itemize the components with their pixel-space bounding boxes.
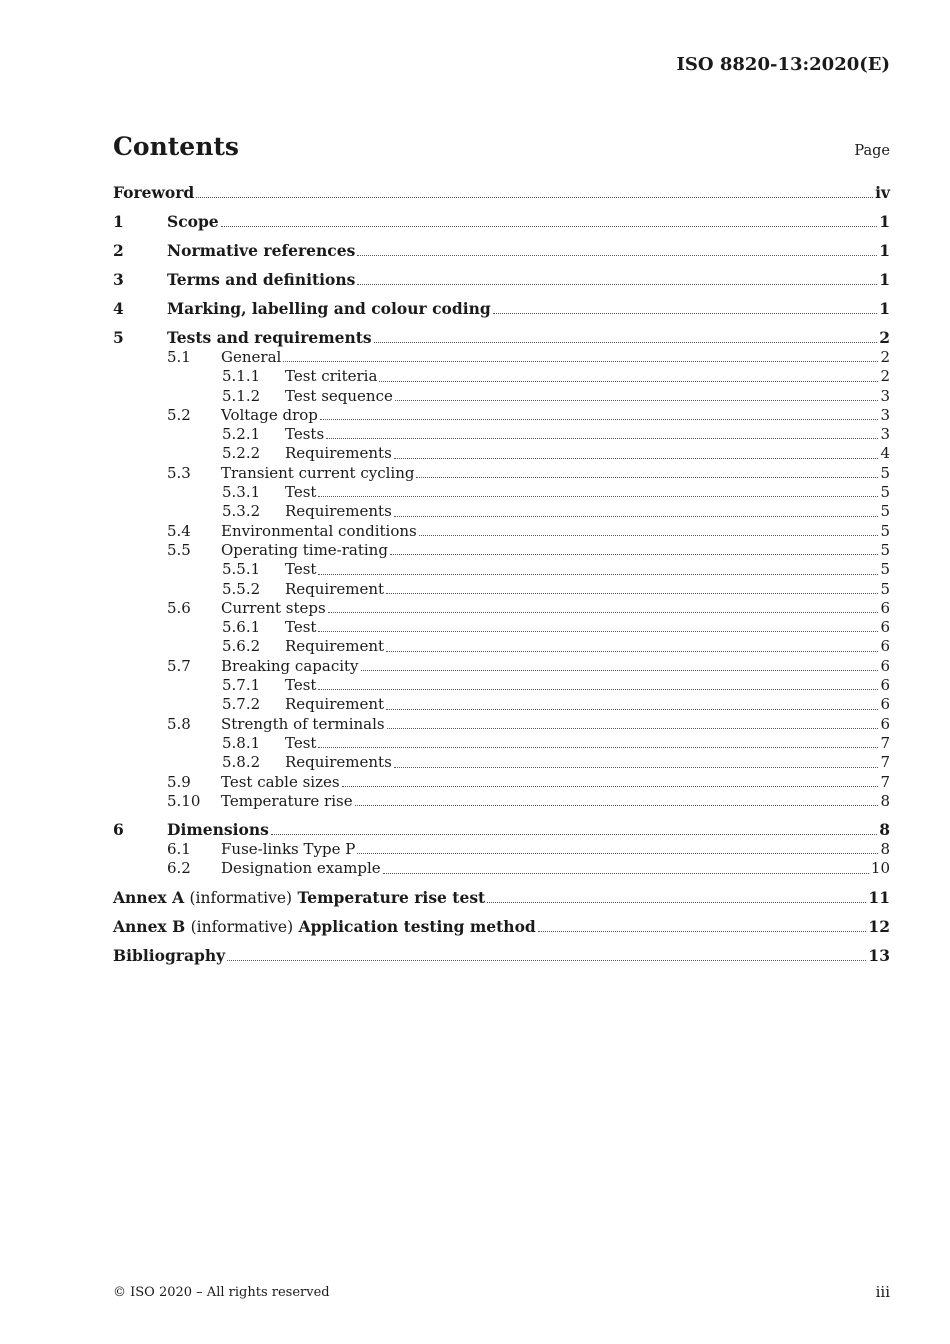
toc-entry-page: 5 xyxy=(880,540,890,559)
toc-entry[interactable] xyxy=(113,820,890,840)
dot-leader xyxy=(227,960,866,961)
toc-entry[interactable] xyxy=(113,464,890,483)
toc-entry[interactable] xyxy=(113,425,890,444)
dot-leader xyxy=(361,670,879,671)
toc-entry[interactable] xyxy=(113,734,890,753)
toc-entry-page: 6 xyxy=(880,676,890,695)
toc-entry-page: 7 xyxy=(880,772,890,791)
toc-entry[interactable] xyxy=(113,406,890,425)
toc-entry-title: Voltage drop xyxy=(221,405,318,424)
toc-entry[interactable] xyxy=(113,367,890,386)
dot-leader xyxy=(355,805,879,806)
toc-entry-title: Requirement xyxy=(285,637,385,656)
toc-entry-title: Test sequence xyxy=(285,386,393,405)
toc-entry-title: Tests xyxy=(285,425,325,444)
toc-entry[interactable] xyxy=(113,637,890,656)
toc-entry[interactable] xyxy=(113,183,890,203)
toc-entry-number: 5.1.1 xyxy=(222,367,261,386)
dot-leader xyxy=(493,313,878,314)
dot-leader xyxy=(357,255,877,256)
toc-entry-title: Operating time-rating xyxy=(221,540,388,559)
toc-entry-number: 5.8 xyxy=(167,714,191,733)
toc-entry-page: 6 xyxy=(880,637,890,656)
toc-entry-page: 8 xyxy=(880,840,890,859)
toc-entry-number: 5.2 xyxy=(167,405,191,424)
toc-entry-title: Foreword xyxy=(113,183,195,202)
toc-entry-title: Requirement xyxy=(285,695,385,714)
toc-entry[interactable] xyxy=(113,241,890,261)
toc-entry[interactable] xyxy=(113,541,890,560)
toc-entry-number: 4 xyxy=(113,299,124,318)
dot-leader xyxy=(318,574,878,575)
toc-entry-number: 2 xyxy=(113,241,124,260)
toc-entry-title: Requirements xyxy=(285,753,392,772)
toc-entry-title: Tests and requirements xyxy=(167,328,372,347)
toc-entry-page: 5 xyxy=(880,579,890,598)
dot-leader xyxy=(318,496,878,497)
toc-entry-page: 1 xyxy=(879,299,890,318)
toc-entry-title: Strength of terminals xyxy=(221,714,385,733)
toc-entry-number: 5.10 xyxy=(167,791,201,810)
toc-entry-title: Test criteria xyxy=(285,367,378,386)
page-column-label: Page xyxy=(854,143,890,159)
toc-entry[interactable] xyxy=(113,502,890,521)
dot-leader xyxy=(383,873,869,874)
toc-entry-page: 2 xyxy=(880,367,890,386)
toc-entry-number: 6 xyxy=(113,820,124,840)
toc-entry-title: Current steps xyxy=(221,598,326,617)
dot-leader xyxy=(379,381,878,382)
toc-entry-page: 6 xyxy=(880,618,890,637)
contents-heading: Contents xyxy=(113,132,240,161)
toc-entry-title: Test xyxy=(285,560,317,579)
toc-entry[interactable] xyxy=(113,328,890,348)
toc-entry-page: 2 xyxy=(879,328,890,347)
toc-entry-number: 5.5 xyxy=(167,540,191,559)
annex-label: Annex A xyxy=(113,887,185,907)
dot-leader xyxy=(326,438,878,439)
toc-entry[interactable] xyxy=(113,657,890,676)
toc-entry-page: 6 xyxy=(880,714,890,733)
dot-leader xyxy=(283,361,878,362)
toc-entry[interactable] xyxy=(113,522,890,541)
dot-leader xyxy=(394,767,879,768)
toc-entry[interactable] xyxy=(113,715,890,734)
toc-entry-title: Scope xyxy=(167,212,219,231)
toc-entry-number: 5.3.2 xyxy=(222,502,261,521)
toc-entry-title: Requirement xyxy=(285,579,385,598)
toc-entry-number: 5.2.1 xyxy=(222,425,261,444)
dot-leader xyxy=(387,728,879,729)
dot-leader xyxy=(357,853,878,854)
toc-entry-page: 1 xyxy=(879,241,890,260)
toc-entry-page: iv xyxy=(875,183,890,202)
toc-entry[interactable] xyxy=(113,946,890,966)
toc-entry-title: Test xyxy=(285,618,317,637)
toc-entry[interactable] xyxy=(113,599,890,618)
toc-entry-page: 1 xyxy=(879,212,890,231)
toc-entry-number: 5.5.1 xyxy=(222,560,261,579)
toc-entry-page: 3 xyxy=(880,386,890,405)
toc-entry-number: 5.3.1 xyxy=(222,483,261,502)
toc-entry[interactable] xyxy=(113,859,890,878)
dot-leader xyxy=(374,342,878,343)
toc-entry[interactable] xyxy=(113,299,890,319)
toc-entry[interactable] xyxy=(113,773,890,792)
toc-entry-page: 5 xyxy=(880,483,890,502)
dot-leader xyxy=(196,197,873,198)
toc-entry-page: 10 xyxy=(870,859,890,878)
toc-entry-number: 6.2 xyxy=(167,859,191,878)
dot-leader xyxy=(394,516,879,517)
dot-leader xyxy=(318,747,878,748)
toc-entry[interactable] xyxy=(113,917,890,937)
toc-entry[interactable] xyxy=(113,348,890,367)
toc-entry-page: 6 xyxy=(880,656,890,675)
annex-title: Temperature rise test xyxy=(297,887,486,907)
toc-entry-title: Fuse-links Type P xyxy=(221,840,356,859)
dot-leader xyxy=(390,554,879,555)
toc-entry-page: 8 xyxy=(879,820,890,840)
toc-entry[interactable] xyxy=(113,270,890,290)
toc-entry[interactable] xyxy=(113,676,890,695)
toc-entry[interactable] xyxy=(113,840,890,859)
dot-leader xyxy=(357,284,877,285)
dot-leader xyxy=(328,612,879,613)
annex-qualifier: (informative) xyxy=(190,917,294,936)
toc-entry-number: 5.7.2 xyxy=(222,695,261,714)
dot-leader xyxy=(386,651,878,652)
dot-leader xyxy=(318,631,878,632)
toc-entry-title: Test cable sizes xyxy=(221,772,340,791)
toc-entry[interactable] xyxy=(113,695,890,714)
dot-leader xyxy=(386,593,878,594)
dot-leader xyxy=(419,535,879,536)
toc-entry-title: Normative references xyxy=(167,241,356,260)
toc-entry-title: Environmental conditions xyxy=(221,521,417,540)
toc-entry[interactable] xyxy=(113,888,890,908)
toc-entry-page: 3 xyxy=(880,405,890,424)
toc-entry-title: Temperature rise xyxy=(221,791,353,810)
annex-qualifier: (informative) xyxy=(189,888,293,907)
dot-leader xyxy=(487,902,866,903)
toc-entry-number: 5.5.2 xyxy=(222,579,261,598)
toc-entry[interactable] xyxy=(113,387,890,406)
toc-entry-title: Bibliography xyxy=(113,945,226,965)
toc-entry-number: 5.7 xyxy=(167,656,191,675)
table-of-contents xyxy=(113,183,890,966)
toc-entry-title xyxy=(113,917,536,937)
toc-entry-title: Test xyxy=(285,733,317,752)
toc-entry-number: 3 xyxy=(113,270,124,289)
toc-entry-page: 5 xyxy=(880,560,890,579)
toc-entry-title: Transient current cycling xyxy=(221,463,415,482)
copyright-notice: © ISO 2020 – All rights reserved xyxy=(113,1285,330,1300)
dot-leader xyxy=(538,931,867,932)
toc-entry-page: 5 xyxy=(880,463,890,482)
toc-entry-title: Terms and definitions xyxy=(167,270,356,289)
toc-entry-page: 7 xyxy=(880,753,890,772)
toc-entry[interactable] xyxy=(113,618,890,637)
toc-entry-number: 5.8.1 xyxy=(222,733,261,752)
toc-entry-number: 5.3 xyxy=(167,463,191,482)
toc-entry-number: 5.1 xyxy=(167,348,191,366)
toc-entry-page: 6 xyxy=(880,695,890,714)
toc-entry-number: 1 xyxy=(113,212,124,231)
toc-entry[interactable] xyxy=(113,792,890,811)
dot-leader xyxy=(271,834,877,835)
toc-entry-page: 5 xyxy=(880,502,890,521)
toc-entry-number: 5.2.2 xyxy=(222,444,261,463)
toc-entry-number: 6.1 xyxy=(167,840,191,859)
toc-entry-page: 12 xyxy=(868,916,890,936)
toc-entry[interactable] xyxy=(113,444,890,463)
toc-entry-title: Designation example xyxy=(221,859,381,878)
dot-leader xyxy=(342,786,879,787)
dot-leader xyxy=(395,400,879,401)
dot-leader xyxy=(318,689,878,690)
toc-entry-title: Test xyxy=(285,483,317,502)
dot-leader xyxy=(416,477,878,478)
toc-entry-number: 5.4 xyxy=(167,521,191,540)
toc-entry-title: Breaking capacity xyxy=(221,656,359,675)
toc-entry-number: 5.7.1 xyxy=(222,676,261,695)
toc-entry-title xyxy=(113,888,485,908)
document-id: ISO 8820-13:2020(E) xyxy=(676,54,890,75)
toc-entry[interactable] xyxy=(113,212,890,232)
toc-entry-page: 3 xyxy=(880,425,890,444)
toc-entry[interactable] xyxy=(113,483,890,502)
toc-entry-title: General xyxy=(221,348,282,366)
toc-entry-page: 5 xyxy=(880,521,890,540)
toc-entry-number: 5.1.2 xyxy=(222,386,261,405)
page-number: iii xyxy=(875,1283,890,1301)
annex-title: Application testing method xyxy=(298,916,536,936)
dot-leader xyxy=(394,458,879,459)
toc-entry[interactable] xyxy=(113,560,890,579)
toc-entry-number: 5.6.1 xyxy=(222,618,261,637)
toc-entry-title: Dimensions xyxy=(167,820,269,840)
dot-leader xyxy=(386,709,878,710)
toc-entry-title: Marking, labelling and colour coding xyxy=(167,299,491,318)
toc-entry-page: 6 xyxy=(880,598,890,617)
toc-entry-page: 13 xyxy=(868,945,890,965)
toc-entry-title: Requirements xyxy=(285,502,392,521)
dot-leader xyxy=(221,226,878,227)
toc-entry-number: 5.8.2 xyxy=(222,753,261,772)
toc-entry-number: 5.6.2 xyxy=(222,637,261,656)
toc-entry-number: 5 xyxy=(113,328,124,347)
toc-entry-number: 5.6 xyxy=(167,598,191,617)
toc-entry-page: 1 xyxy=(879,270,890,289)
toc-entry-page: 7 xyxy=(880,733,890,752)
toc-entry-title: Requirements xyxy=(285,444,392,463)
toc-entry[interactable] xyxy=(113,580,890,599)
toc-entry-page: 2 xyxy=(880,348,890,366)
toc-entry-page: 4 xyxy=(880,444,890,463)
annex-label: Annex B xyxy=(113,916,186,936)
toc-entry-page: 11 xyxy=(868,887,890,907)
toc-entry-number: 5.9 xyxy=(167,772,191,791)
toc-entry-title: Test xyxy=(285,676,317,695)
toc-entry-page: 8 xyxy=(880,791,890,810)
toc-entry[interactable] xyxy=(113,753,890,772)
dot-leader xyxy=(320,419,879,420)
